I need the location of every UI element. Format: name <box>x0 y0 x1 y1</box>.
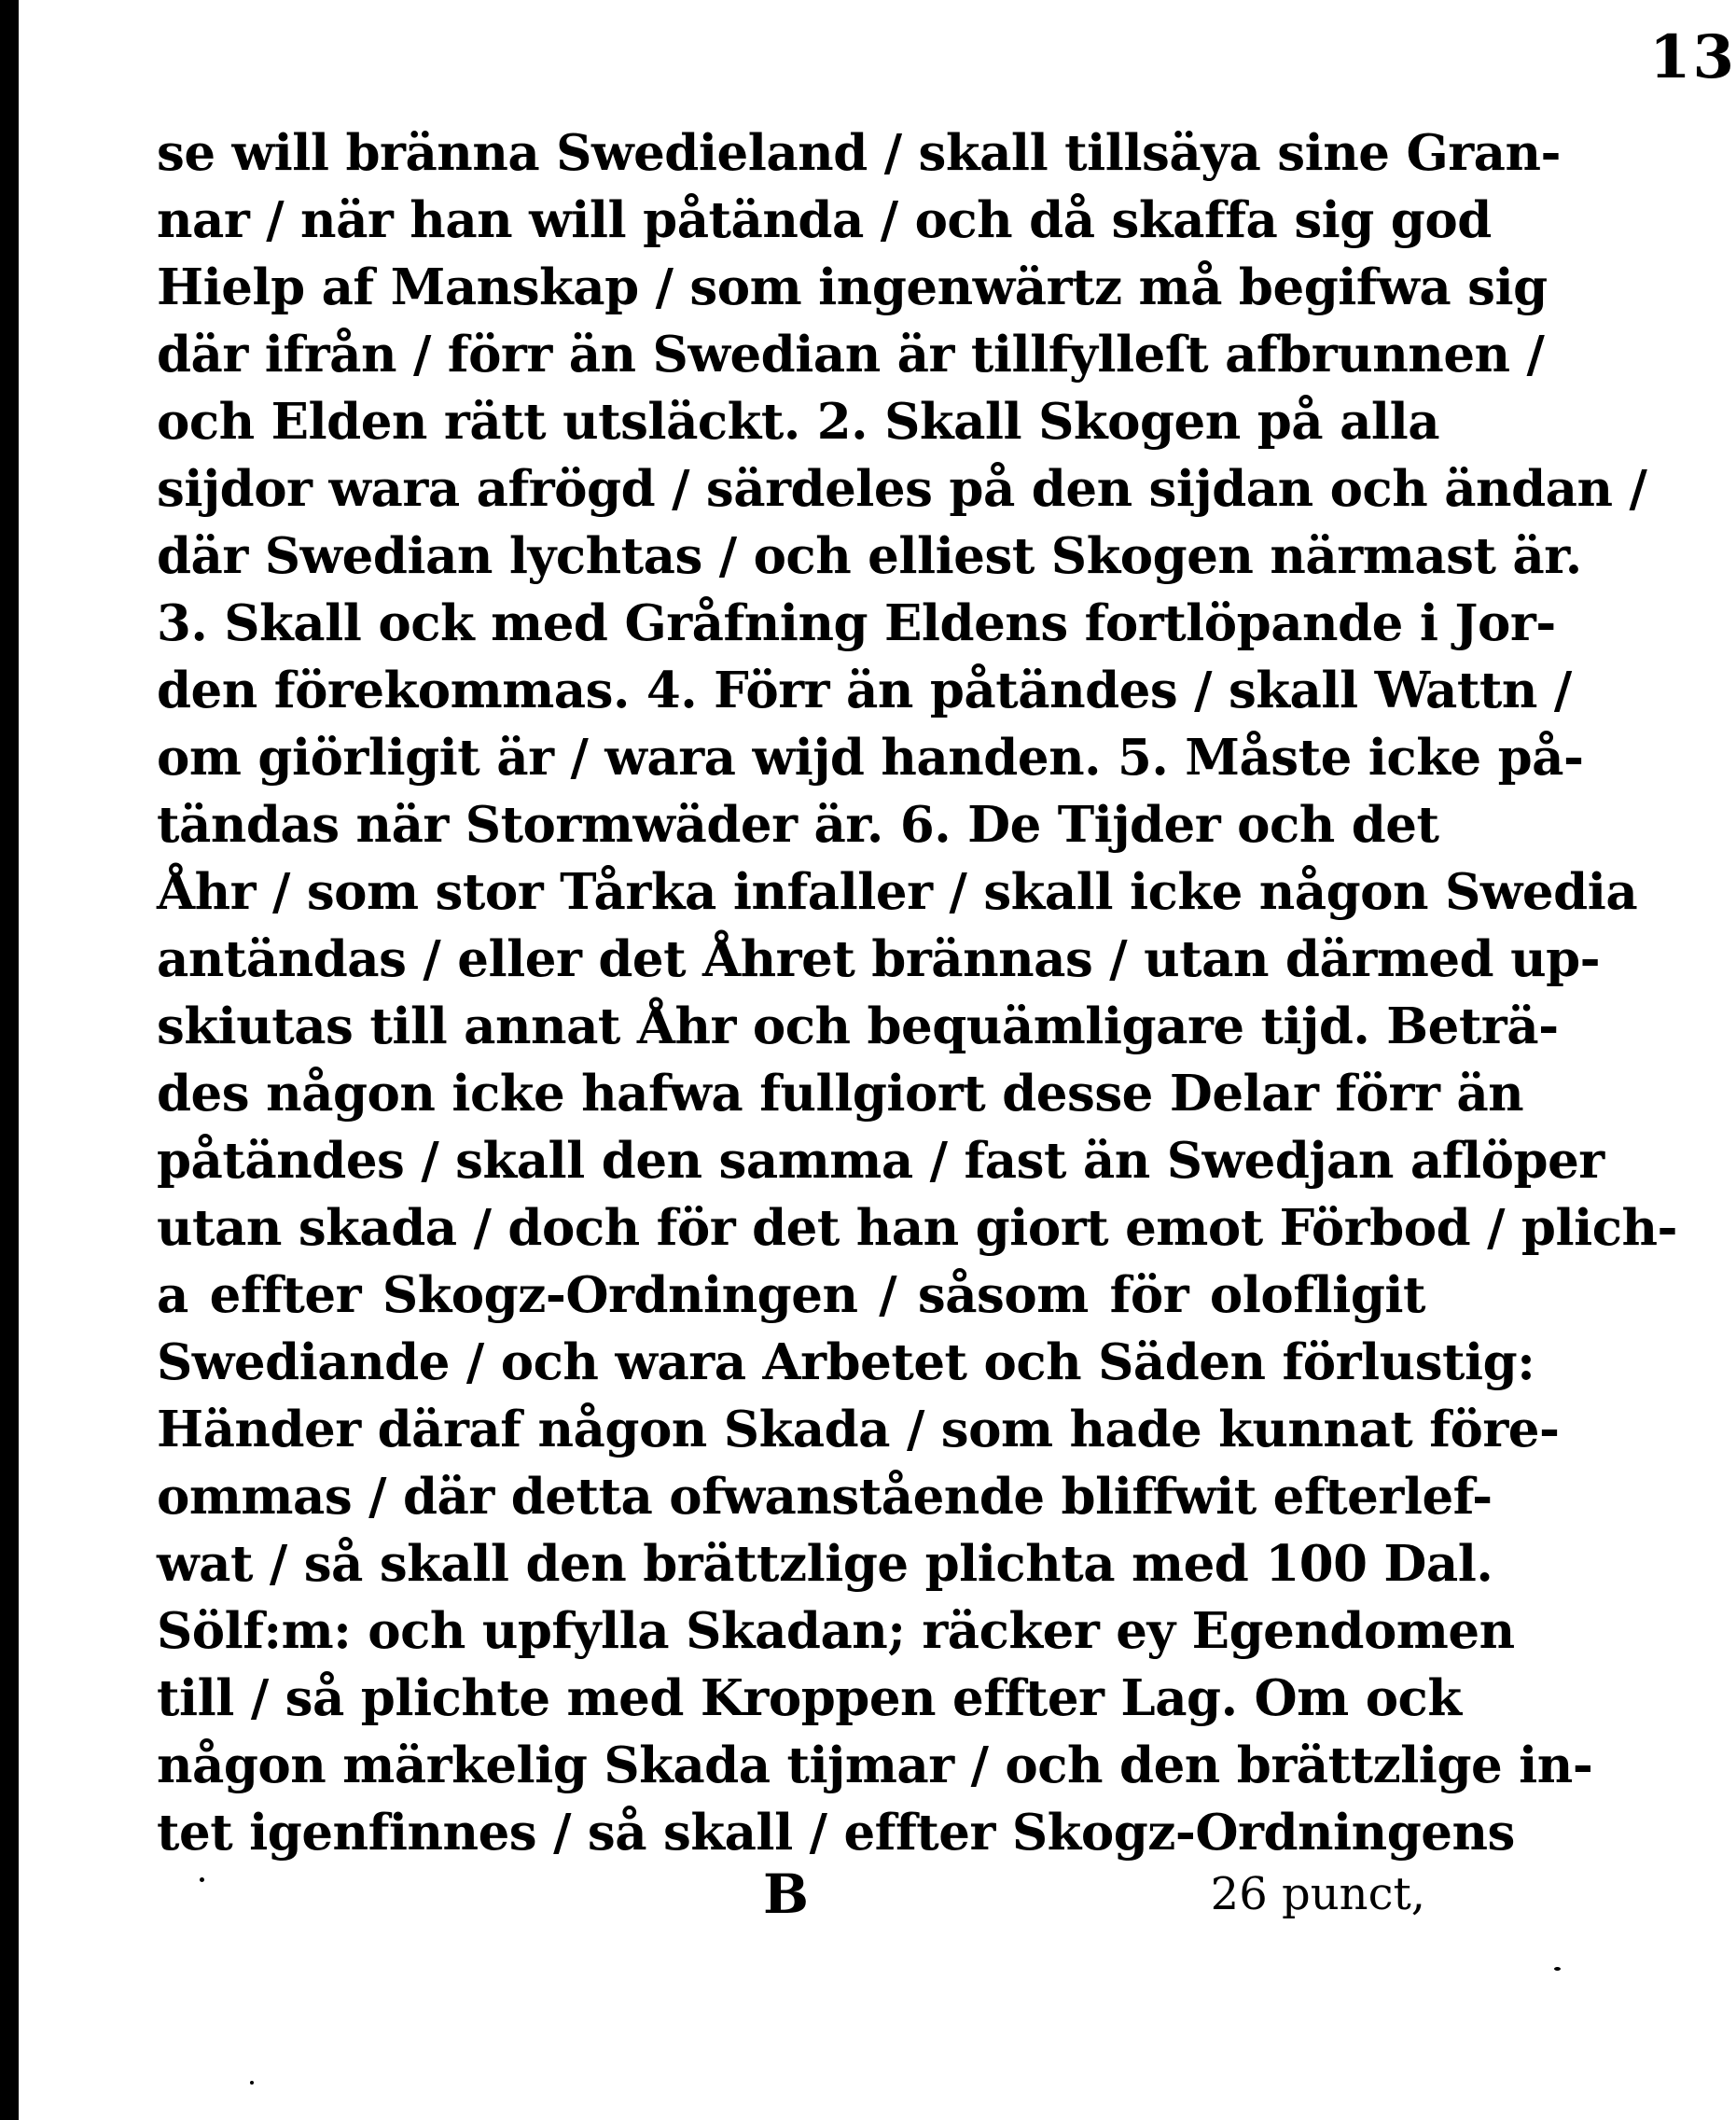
text-line: Sölf:m: och upfylla Skadan; räcker ey Egendomen <box>157 1602 1515 1660</box>
text-line: antändas / eller det Åhret brännas / utan därmed up- <box>157 930 1601 988</box>
page-edge-shadow <box>0 0 19 2120</box>
catchword: 26 punct, <box>1210 1868 1425 1920</box>
text-line: utan skada / doch för det han giort emot Förbod / plich- <box>157 1199 1678 1257</box>
body-text <box>157 119 1678 1866</box>
text-line: Swediande / och wara Arbetet och Säden förlustig: <box>157 1333 1535 1391</box>
text-line: till / så plichte med Kroppen effter Lag. Om ock <box>157 1669 1462 1727</box>
text-line: och Elden rätt utsläckt. 2. Skall Skogen på alla <box>157 393 1440 451</box>
text-line: om giörligit är / wara wijd handen. 5. Måste icke på- <box>157 729 1584 787</box>
signature-mark: B <box>763 1862 810 1926</box>
text-line: wat / så skall den brättzlige plichta med 100 Dal. <box>157 1535 1493 1593</box>
page-number: 13 <box>1649 22 1736 92</box>
print-speck <box>200 1877 204 1882</box>
print-speck <box>250 2081 254 2085</box>
text-line: där Swedian lychtas / och elliest Skogen närmast är. <box>157 527 1582 585</box>
text-line: påtändes / skall den samma / fast än Swedjan aflöper <box>157 1132 1604 1190</box>
text-line: Händer däraf någon Skada / som hade kunnat före- <box>157 1401 1560 1458</box>
text-line: se will bränna Swedieland / skall tillsäya sine Gran- <box>157 124 1562 182</box>
text-line: ommas / där detta ofwanstående bliffwit efterlef- <box>157 1468 1493 1526</box>
text-line: des någon icke hafwa fullgiort desse Delar förr än <box>157 1065 1524 1123</box>
page-footer <box>157 1857 1425 1932</box>
text-line: den förekommas. 4. Förr än påtändes / skall Wattn / <box>157 662 1572 719</box>
text-line: tet igenfinnes / så skall / effter Skogz-Ordningens <box>157 1804 1515 1862</box>
text-line: Åhr / som stor Tårka infaller / skall icke någon Swedia <box>157 863 1638 921</box>
text-line: 3. Skall ock med Gråfning Eldens fortlöpande i Jor- <box>157 594 1556 652</box>
text-line: skiutas till annat Åhr och bequämligare tijd. Beträ- <box>157 997 1559 1055</box>
text-line: där ifrån / förr än Swedian är tillfylleſt afbrunnen / <box>157 326 1545 384</box>
text-line: a effter Skogz-Ordningen / såsom för olofligit <box>157 1266 1425 1324</box>
text-line: Hielp af Manskap / som ingenwärtz må begifwa sig <box>157 258 1548 316</box>
text-line: nar / när han will påtända / och då skaffa sig god <box>157 191 1492 249</box>
text-line: tändas när Stormwäder är. 6. De Tijder och det <box>157 796 1439 854</box>
text-line: sijdor wara afrögd / särdeles på den sijdan och ändan / <box>157 460 1647 518</box>
text-line: någon märkelig Skada tijmar / och den brättzlige in- <box>157 1736 1593 1794</box>
print-speck <box>1554 1967 1561 1971</box>
